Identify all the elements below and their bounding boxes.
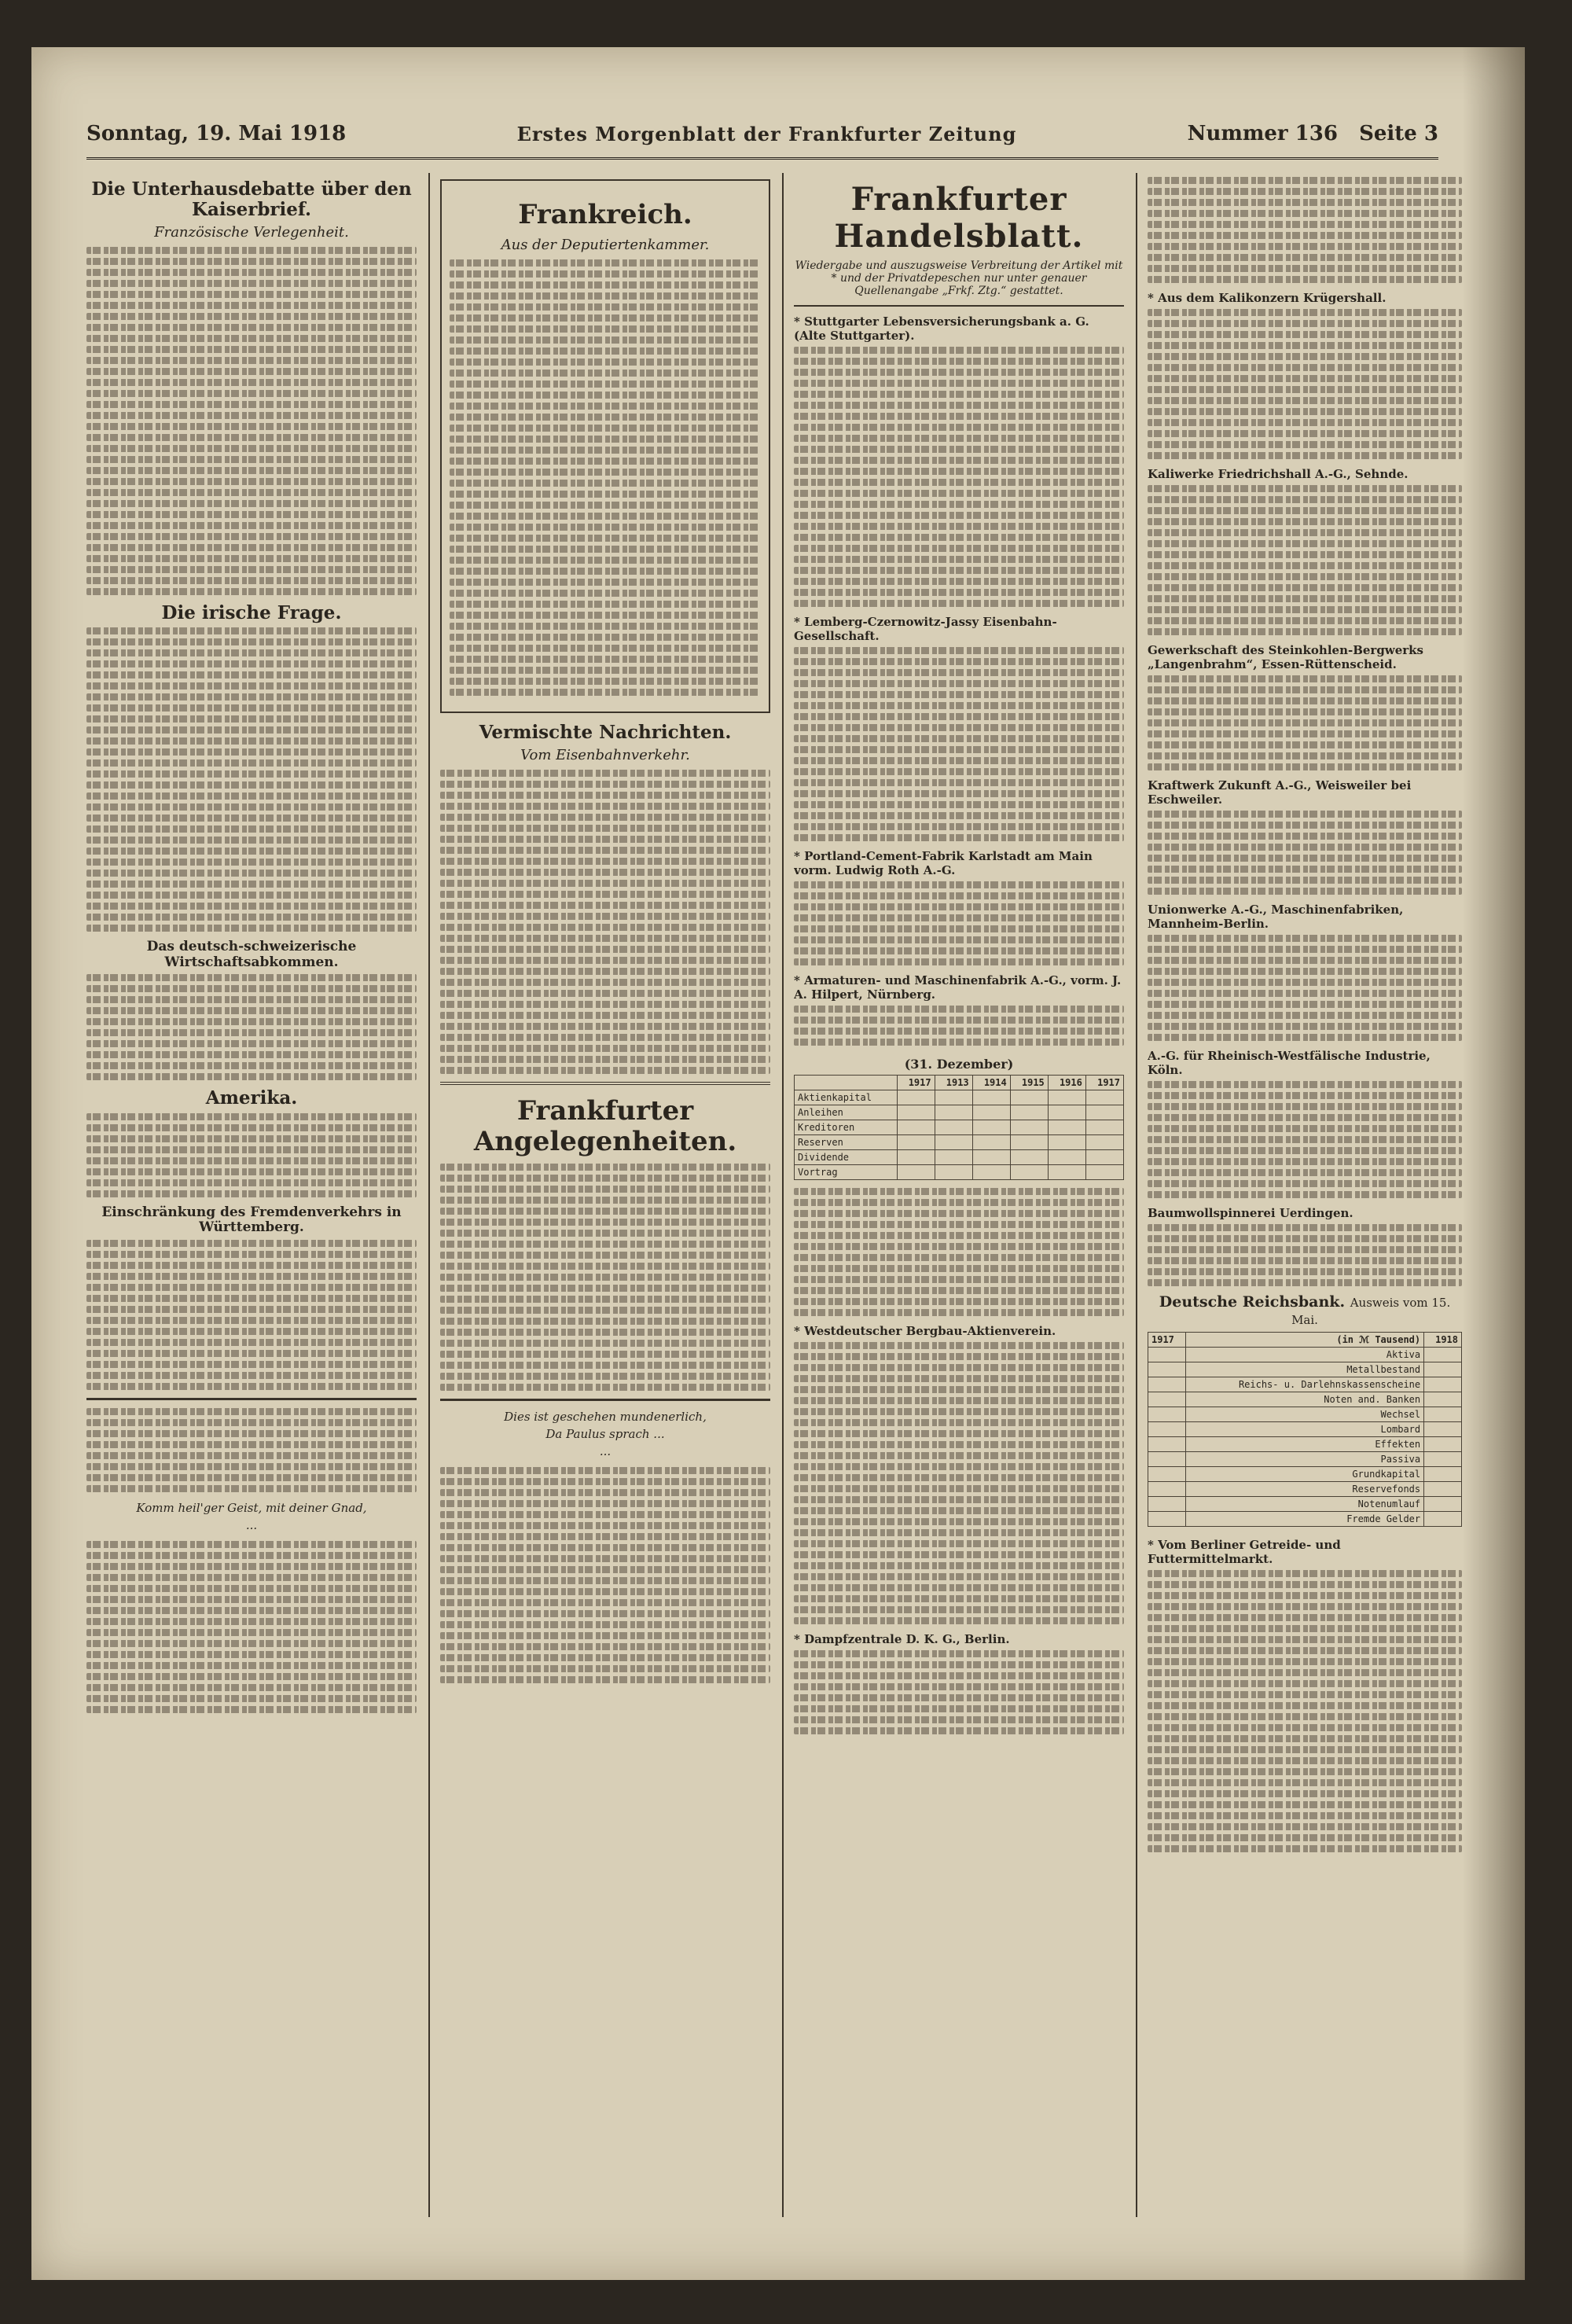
masthead-date: Sonntag, 19. Mai 1918 (86, 122, 347, 145)
handelsblatt-dek: Wiedergabe und auszugsweise Verbreitung der Artikel mit * und der Privatdepeschen nur unter genauer Quellenangabe „Frkf. Ztg.“ gestattet. (795, 259, 1123, 297)
reichsbank-subtitle: Ausweis vom 15. Mai. (1291, 1296, 1451, 1327)
feuilleton-poem (440, 1409, 770, 1459)
item-title: * Westdeutscher Bergbau-Aktienverein. (794, 1324, 1056, 1338)
table-row (1148, 1407, 1462, 1421)
masthead (86, 110, 1438, 160)
table-cell: Wechsel (1185, 1407, 1423, 1421)
table-row (1148, 1362, 1462, 1377)
item-title: Gewerkschaft des Steinkohlen-Bergwerks „Langenbrahm“, Essen-Rüttenscheid. (1148, 643, 1424, 671)
table-cell: Aktienkapital (795, 1090, 898, 1105)
poem-line: Da Paulus sprach ... (545, 1426, 665, 1441)
table-row (795, 1150, 1124, 1165)
poem-line: ... (245, 1517, 258, 1532)
article-text (86, 1113, 417, 1197)
column-rule (428, 173, 430, 2217)
table-row (1148, 1377, 1462, 1392)
article-text (794, 881, 1124, 965)
article-text (794, 1188, 1124, 1316)
table-row (795, 1120, 1124, 1135)
table-header-cell: 1917 (1085, 1076, 1123, 1090)
article-text (1148, 1081, 1462, 1198)
table-cell: Notenumlauf (1185, 1496, 1423, 1511)
column-4 (1148, 173, 1462, 2217)
article-text (86, 1240, 417, 1390)
table-cell: Reichs- u. Darlehnskassenscheine (1185, 1377, 1423, 1392)
table-row (1148, 1481, 1462, 1496)
headline-wirtschaftsabkommen: Das deutsch-schweizerische Wirtschaftsabkommen. (146, 939, 357, 970)
poem-line: Komm heil'ger Geist, mit deiner Gnad, (136, 1500, 367, 1515)
article-text (86, 247, 417, 595)
article-text (450, 259, 761, 696)
frankreich-box (440, 179, 770, 713)
table-cell: Anleihen (795, 1105, 898, 1120)
headline-vermischte-nachrichten: Vermischte Nachrichten. (479, 722, 732, 744)
table-row (1148, 1392, 1462, 1407)
section-divider (794, 305, 1124, 307)
page-shadow-edge (1462, 47, 1525, 2280)
table-cell: Dividende (795, 1150, 898, 1165)
article-text (794, 1342, 1124, 1624)
column-3 (794, 173, 1124, 2217)
masthead-page-info (1188, 122, 1438, 145)
table-cell: Metallbestand (1185, 1362, 1423, 1377)
section-divider (440, 1082, 770, 1085)
article-text (1148, 309, 1462, 459)
headline-reichsbank (1148, 1294, 1462, 1329)
table-row (1148, 1511, 1462, 1526)
feuilleton-poem (86, 1500, 417, 1533)
table-row (1148, 1347, 1462, 1362)
table-header-cell: (in ℳ Tausend) (1185, 1332, 1423, 1347)
table-cell: Lombard (1185, 1421, 1423, 1436)
article-text (794, 647, 1124, 841)
table-row (795, 1135, 1124, 1150)
item-title: * Armaturen- und Maschinenfabrik A.-G., vorm. J. A. Hilpert, Nürnberg. (794, 973, 1122, 1002)
article-text (1148, 675, 1462, 770)
feuilleton-text (86, 1408, 417, 1492)
article-text (1148, 935, 1462, 1041)
headline-frankfurter-angelegenheiten: Frankfurter Angelegenheiten. (473, 1094, 737, 1157)
article-text (1148, 485, 1462, 635)
table-cell: Reservefonds (1185, 1481, 1423, 1496)
masthead-number: Nummer 136 (1187, 122, 1338, 145)
item-title: Kaliwerke Friedrichshall A.-G., Sehnde. (1148, 467, 1409, 481)
headline-irische-frage: Die irische Frage. (161, 601, 342, 623)
headline-handelsblatt: Frankfurter Handelsblatt. (834, 181, 1084, 255)
article-text (794, 1650, 1124, 1734)
masthead-page: Seite 3 (1359, 122, 1438, 145)
feuilleton-text (440, 1467, 770, 1683)
table-header-cell: 1913 (935, 1076, 972, 1090)
table-row (1148, 1496, 1462, 1511)
article-text (86, 974, 417, 1080)
poem-line: Dies ist geschehen mundenerlich, (504, 1409, 707, 1424)
article-text (794, 1006, 1124, 1046)
table-cell: Aktiva (1185, 1347, 1423, 1362)
headline-amerika: Amerika. (205, 1087, 298, 1109)
article-text (1148, 1570, 1462, 1852)
reichsbank-table (1148, 1332, 1462, 1527)
table-row (795, 1105, 1124, 1120)
headline-fremdenverkehr: Einschränkung des Fremdenverkehrs in Württemberg. (101, 1204, 402, 1236)
article-text (440, 1164, 770, 1391)
item-title: * Aus dem Kalikonzern Krügershall. (1148, 291, 1387, 305)
table-header-cell: 1917 (897, 1076, 935, 1090)
item-title: * Vom Berliner Getreide- und Futtermittelmarkt. (1148, 1537, 1341, 1566)
item-title: * Stuttgarter Lebensversicherungsbank a. G. (Alte Stuttgarter). (794, 314, 1089, 343)
table-header-cell: 1916 (1048, 1076, 1085, 1090)
financial-table (794, 1054, 1124, 1180)
feuilleton-text (86, 1541, 417, 1713)
table-header-cell: 1918 (1424, 1332, 1462, 1347)
article-text (1148, 177, 1462, 283)
table-cell: Fremde Gelder (1185, 1511, 1423, 1526)
article-text (1148, 811, 1462, 895)
column-rule (782, 173, 784, 2217)
newspaper-page (31, 47, 1525, 2280)
headline-unterhausdebatte: Die Unterhausdebatte über den Kaiserbrief. (91, 178, 412, 221)
article-text (1148, 1224, 1462, 1286)
table-cell: Reserven (795, 1135, 898, 1150)
item-title: Unionwerke A.-G., Maschinenfabriken, Mannheim-Berlin. (1148, 903, 1404, 931)
table-header-row (795, 1076, 1124, 1090)
column-rule (1136, 173, 1137, 2217)
article-text (86, 627, 417, 932)
table-header-cell: 1917 (1148, 1332, 1186, 1347)
table-header-cell: 1914 (972, 1076, 1010, 1090)
reichsbank-title: Deutsche Reichsbank. (1159, 1293, 1346, 1311)
poem-line: ... (599, 1443, 612, 1458)
table-header-cell: 1915 (1010, 1076, 1048, 1090)
table-row (795, 1090, 1124, 1105)
item-title: * Dampfzentrale D. K. G., Berlin. (794, 1632, 1010, 1646)
table-cell: Vortrag (795, 1165, 898, 1180)
item-title: A.-G. für Rheinisch-Westfälische Industrie, Köln. (1148, 1049, 1431, 1077)
table-cell: Passiva (1185, 1451, 1423, 1466)
subhead-deputiertenkammer: Aus der Deputiertenkammer. (501, 237, 710, 254)
column-1 (86, 173, 417, 2217)
subhead-verlegenheit: Französische Verlegenheit. (154, 223, 349, 241)
table-row (1148, 1421, 1462, 1436)
article-text (440, 770, 770, 1074)
table-cell: Noten and. Banken (1185, 1392, 1423, 1407)
table-cell: Kreditoren (795, 1120, 898, 1135)
headline-frankreich: Frankreich. (518, 199, 692, 230)
feuilleton-rule (440, 1399, 770, 1401)
table-header-cell (795, 1076, 898, 1090)
table-cell: Effekten (1185, 1436, 1423, 1451)
subhead-eisenbahnverkehr: Vom Eisenbahnverkehr. (520, 746, 690, 763)
table-cell: Grundkapital (1185, 1466, 1423, 1481)
article-text (794, 347, 1124, 607)
table-row (1148, 1451, 1462, 1466)
table-header-row (1148, 1332, 1462, 1347)
table-row (1148, 1466, 1462, 1481)
item-title: * Portland-Cement-Fabrik Karlstadt am Main vorm. Ludwig Roth A.-G. (794, 849, 1093, 877)
table-row (1148, 1436, 1462, 1451)
item-title: * Lemberg-Czernowitz-Jassy Eisenbahn-Gesellschaft. (794, 615, 1057, 643)
item-title: Kraftwerk Zukunft A.-G., Weisweiler bei Eschweiler. (1148, 778, 1412, 807)
masthead-title: Erstes Morgenblatt der Frankfurter Zeitung (516, 122, 1017, 145)
table-caption: (31. Dezember) (904, 1057, 1014, 1072)
table-row (795, 1165, 1124, 1180)
feuilleton-rule (86, 1398, 417, 1400)
column-2 (440, 173, 770, 2217)
item-title: Baumwollspinnerei Uerdingen. (1148, 1206, 1353, 1220)
